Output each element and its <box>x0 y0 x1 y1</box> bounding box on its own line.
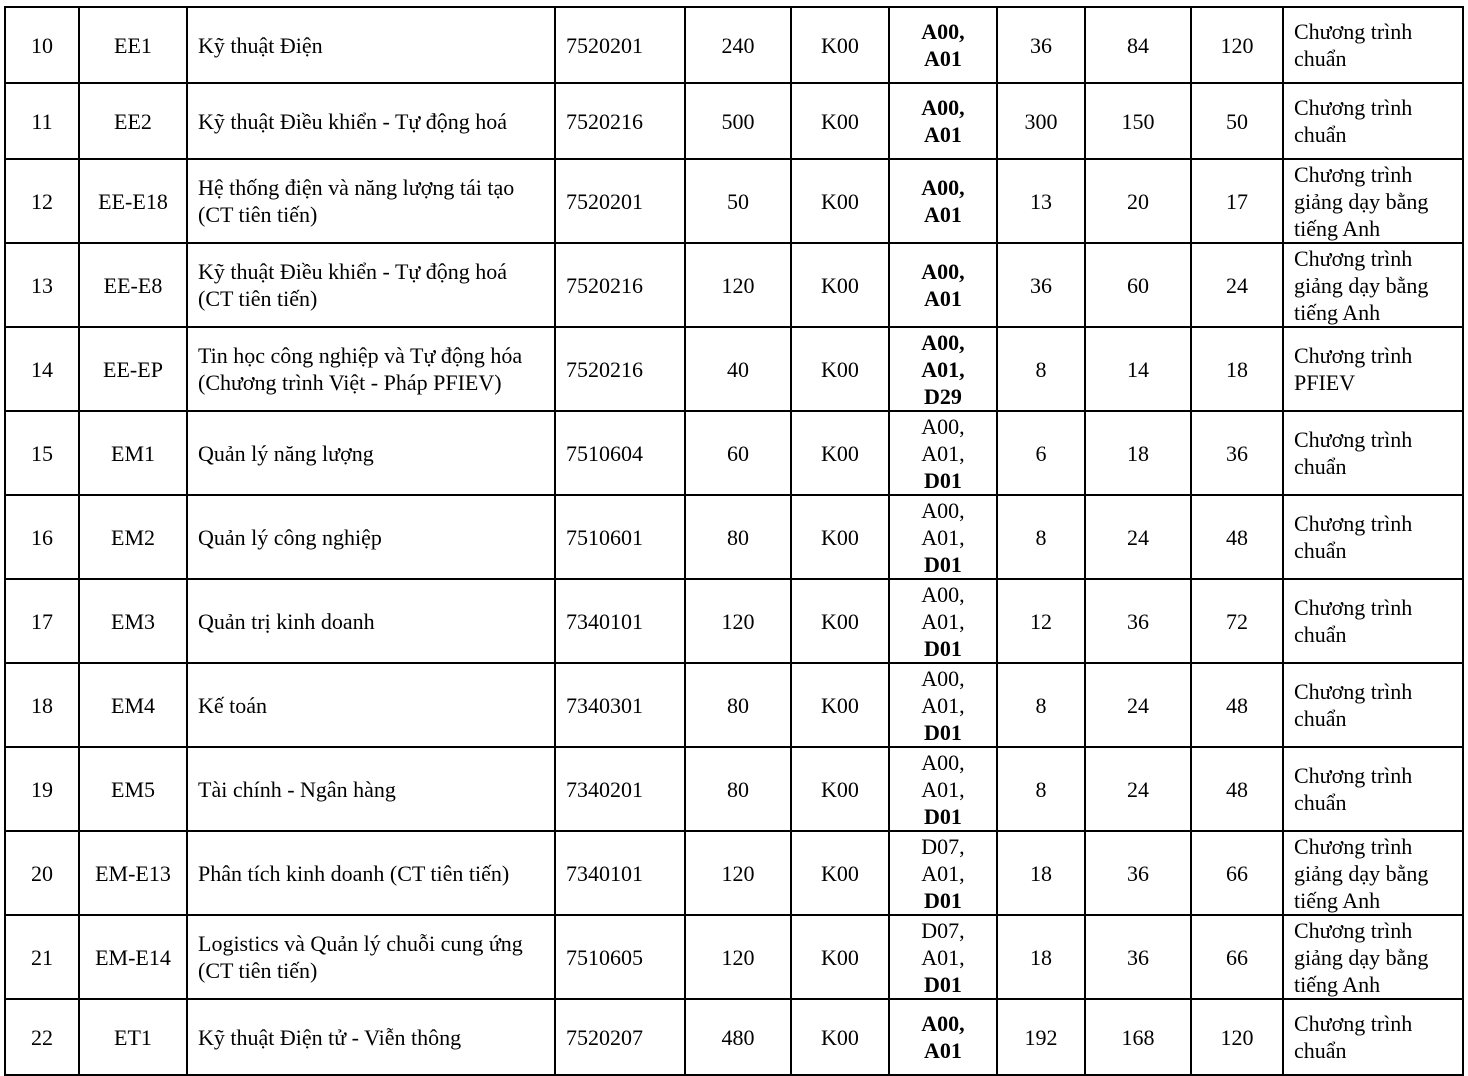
subject-combination: A00, <box>921 19 965 44</box>
program-type-cell: Chương trình chuẩn <box>1283 747 1463 831</box>
quota-method-3-cell: 48 <box>1191 663 1283 747</box>
quota-method-3-cell: 36 <box>1191 411 1283 495</box>
subject-combinations-cell <box>889 999 997 1075</box>
subject-combination: A00, <box>921 329 965 355</box>
quota-method-1-cell: 36 <box>997 7 1085 83</box>
subject-combinations-cell <box>889 747 997 831</box>
subject-combination: A01, <box>921 944 965 970</box>
quota-cell: 500 <box>685 83 791 159</box>
program-type-cell: Chương trình giảng dạy bằng tiếng Anh <box>1283 831 1463 915</box>
subject-combinations-cell <box>889 831 997 915</box>
program-type-cell: Chương trình chuẩn <box>1283 495 1463 579</box>
program-name-cell: Kỹ thuật Điện <box>187 7 555 83</box>
subject-combination: A00, <box>921 497 965 523</box>
quota-method-2-cell: 36 <box>1085 579 1191 663</box>
subject-combination: A01, <box>921 776 965 802</box>
program-type-cell: Chương trình chuẩn <box>1283 83 1463 159</box>
quota-method-1-cell: 8 <box>997 747 1085 831</box>
row-number-cell: 13 <box>5 243 79 327</box>
exam-code-cell: K00 <box>791 999 889 1075</box>
quota-method-1-cell: 6 <box>997 411 1085 495</box>
subject-combination: A00, <box>921 259 965 284</box>
exam-code-cell: K00 <box>791 7 889 83</box>
table-row <box>5 327 1463 411</box>
major-code-cell: 7520201 <box>555 7 685 83</box>
program-name-cell: Logistics và Quản lý chuỗi cung ứng (CT tiên tiến) <box>187 915 555 999</box>
quota-method-3-cell: 18 <box>1191 327 1283 411</box>
subject-combinations-cell <box>889 663 997 747</box>
program-code-cell: EM5 <box>79 747 187 831</box>
quota-method-1-cell: 13 <box>997 159 1085 243</box>
exam-code-cell: K00 <box>791 327 889 411</box>
major-code-cell: 7520216 <box>555 327 685 411</box>
subject-combination: D01 <box>924 635 962 661</box>
exam-code-cell: K00 <box>791 831 889 915</box>
table-row <box>5 411 1463 495</box>
quota-method-2-cell: 14 <box>1085 327 1191 411</box>
quota-method-1-cell: 8 <box>997 495 1085 579</box>
major-code-cell: 7510601 <box>555 495 685 579</box>
subject-combination: A00, <box>921 175 965 200</box>
row-number-cell: 19 <box>5 747 79 831</box>
quota-method-2-cell: 60 <box>1085 243 1191 327</box>
table-row <box>5 915 1463 999</box>
subject-combination: A01, <box>921 356 965 382</box>
quota-cell: 120 <box>685 579 791 663</box>
quota-method-2-cell: 150 <box>1085 83 1191 159</box>
row-number-cell: 12 <box>5 159 79 243</box>
table-row <box>5 159 1463 243</box>
table-row <box>5 999 1463 1075</box>
table-row <box>5 7 1463 83</box>
subject-combination: A01 <box>924 122 962 147</box>
exam-code-cell: K00 <box>791 159 889 243</box>
admissions-table <box>4 6 1464 1076</box>
exam-code-cell: K00 <box>791 495 889 579</box>
quota-method-1-cell: 192 <box>997 999 1085 1075</box>
quota-method-2-cell: 36 <box>1085 915 1191 999</box>
quota-cell: 120 <box>685 243 791 327</box>
quota-method-1-cell: 18 <box>997 831 1085 915</box>
exam-code-cell: K00 <box>791 663 889 747</box>
quota-method-2-cell: 24 <box>1085 495 1191 579</box>
subject-combinations-cell <box>889 83 997 159</box>
quota-method-3-cell: 48 <box>1191 747 1283 831</box>
exam-code-cell: K00 <box>791 747 889 831</box>
major-code-cell: 7510605 <box>555 915 685 999</box>
quota-method-1-cell: 12 <box>997 579 1085 663</box>
subject-combination: A01 <box>924 46 962 71</box>
program-type-cell: Chương trình giảng dạy bằng tiếng Anh <box>1283 159 1463 243</box>
table-body <box>5 7 1463 1075</box>
row-number-cell: 21 <box>5 915 79 999</box>
subject-combination: D01 <box>924 803 962 829</box>
row-number-cell: 17 <box>5 579 79 663</box>
program-type-cell: Chương trình PFIEV <box>1283 327 1463 411</box>
subject-combination: D01 <box>924 887 962 913</box>
table-row <box>5 747 1463 831</box>
subject-combinations-cell <box>889 495 997 579</box>
row-number-cell: 14 <box>5 327 79 411</box>
table-row <box>5 495 1463 579</box>
quota-method-3-cell: 48 <box>1191 495 1283 579</box>
quota-method-3-cell: 50 <box>1191 83 1283 159</box>
major-code-cell: 7520201 <box>555 159 685 243</box>
row-number-cell: 22 <box>5 999 79 1075</box>
exam-code-cell: K00 <box>791 83 889 159</box>
subject-combination: A01, <box>921 524 965 550</box>
quota-method-2-cell: 20 <box>1085 159 1191 243</box>
quota-method-2-cell: 168 <box>1085 999 1191 1075</box>
subject-combinations-cell <box>889 579 997 663</box>
subject-combination: A01 <box>924 1038 962 1063</box>
program-type-cell: Chương trình chuẩn <box>1283 663 1463 747</box>
major-code-cell: 7340301 <box>555 663 685 747</box>
program-code-cell: ET1 <box>79 999 187 1075</box>
quota-method-1-cell: 36 <box>997 243 1085 327</box>
program-type-cell: Chương trình giảng dạy bằng tiếng Anh <box>1283 243 1463 327</box>
program-code-cell: EE2 <box>79 83 187 159</box>
program-name-cell: Phân tích kinh doanh (CT tiên tiến) <box>187 831 555 915</box>
major-code-cell: 7520207 <box>555 999 685 1075</box>
row-number-cell: 15 <box>5 411 79 495</box>
quota-cell: 60 <box>685 411 791 495</box>
subject-combination: D01 <box>924 551 962 577</box>
quota-method-1-cell: 300 <box>997 83 1085 159</box>
program-code-cell: EE1 <box>79 7 187 83</box>
subject-combination: A00, <box>921 665 965 691</box>
program-name-cell: Kỹ thuật Điều khiển - Tự động hoá (CT tiên tiến) <box>187 243 555 327</box>
table-row <box>5 663 1463 747</box>
quota-method-2-cell: 24 <box>1085 747 1191 831</box>
subject-combination: D01 <box>924 719 962 745</box>
program-code-cell: EM4 <box>79 663 187 747</box>
quota-method-3-cell: 66 <box>1191 831 1283 915</box>
subject-combination: A00, <box>921 1011 965 1036</box>
major-code-cell: 7520216 <box>555 243 685 327</box>
major-code-cell: 7340201 <box>555 747 685 831</box>
quota-cell: 50 <box>685 159 791 243</box>
row-number-cell: 11 <box>5 83 79 159</box>
subject-combination: A00, <box>921 413 965 439</box>
exam-code-cell: K00 <box>791 579 889 663</box>
subject-combination: D29 <box>924 383 962 409</box>
program-type-cell: Chương trình giảng dạy bằng tiếng Anh <box>1283 915 1463 999</box>
program-code-cell: EM2 <box>79 495 187 579</box>
row-number-cell: 20 <box>5 831 79 915</box>
program-code-cell: EM-E14 <box>79 915 187 999</box>
quota-cell: 480 <box>685 999 791 1075</box>
program-code-cell: EM-E13 <box>79 831 187 915</box>
subject-combinations-cell <box>889 243 997 327</box>
subject-combination: D07, <box>921 917 965 943</box>
subject-combinations-cell <box>889 411 997 495</box>
subject-combination: A01, <box>921 608 965 634</box>
table-row <box>5 243 1463 327</box>
quota-method-3-cell: 72 <box>1191 579 1283 663</box>
table-row <box>5 579 1463 663</box>
program-code-cell: EM3 <box>79 579 187 663</box>
quota-cell: 120 <box>685 915 791 999</box>
subject-combination: A01 <box>924 286 962 311</box>
subject-combination: D01 <box>924 971 962 997</box>
subject-combination: A00, <box>921 581 965 607</box>
program-name-cell: Kỹ thuật Điều khiển - Tự động hoá <box>187 83 555 159</box>
subject-combinations-cell <box>889 327 997 411</box>
program-code-cell: EE-E18 <box>79 159 187 243</box>
quota-method-3-cell: 66 <box>1191 915 1283 999</box>
program-type-cell: Chương trình chuẩn <box>1283 999 1463 1075</box>
subject-combination: A01, <box>921 440 965 466</box>
quota-method-3-cell: 24 <box>1191 243 1283 327</box>
row-number-cell: 10 <box>5 7 79 83</box>
quota-method-3-cell: 120 <box>1191 999 1283 1075</box>
row-number-cell: 16 <box>5 495 79 579</box>
program-name-cell: Tài chính - Ngân hàng <box>187 747 555 831</box>
quota-method-3-cell: 120 <box>1191 7 1283 83</box>
subject-combination: A01, <box>921 860 965 886</box>
subject-combination: D07, <box>921 833 965 859</box>
quota-method-1-cell: 8 <box>997 663 1085 747</box>
quota-cell: 120 <box>685 831 791 915</box>
program-code-cell: EE-EP <box>79 327 187 411</box>
program-name-cell: Quản lý công nghiệp <box>187 495 555 579</box>
subject-combination: A00, <box>921 95 965 120</box>
quota-method-2-cell: 24 <box>1085 663 1191 747</box>
major-code-cell: 7510604 <box>555 411 685 495</box>
program-name-cell: Quản lý năng lượng <box>187 411 555 495</box>
quota-method-3-cell: 17 <box>1191 159 1283 243</box>
quota-cell: 240 <box>685 7 791 83</box>
program-name-cell: Kỹ thuật Điện tử - Viễn thông <box>187 999 555 1075</box>
quota-method-2-cell: 18 <box>1085 411 1191 495</box>
program-code-cell: EE-E8 <box>79 243 187 327</box>
row-number-cell: 18 <box>5 663 79 747</box>
quota-method-1-cell: 8 <box>997 327 1085 411</box>
quota-cell: 80 <box>685 663 791 747</box>
program-name-cell: Hệ thống điện và năng lượng tái tạo (CT tiên tiến) <box>187 159 555 243</box>
subject-combination: D01 <box>924 467 962 493</box>
quota-cell: 80 <box>685 747 791 831</box>
program-name-cell: Quản trị kinh doanh <box>187 579 555 663</box>
program-name-cell: Tin học công nghiệp và Tự động hóa (Chương trình Việt - Pháp PFIEV) <box>187 327 555 411</box>
quota-method-1-cell: 18 <box>997 915 1085 999</box>
program-name-cell: Kế toán <box>187 663 555 747</box>
quota-cell: 40 <box>685 327 791 411</box>
exam-code-cell: K00 <box>791 411 889 495</box>
major-code-cell: 7340101 <box>555 831 685 915</box>
table-row <box>5 83 1463 159</box>
subject-combination: A01, <box>921 692 965 718</box>
program-type-cell: Chương trình chuẩn <box>1283 579 1463 663</box>
quota-method-2-cell: 84 <box>1085 7 1191 83</box>
exam-code-cell: K00 <box>791 243 889 327</box>
major-code-cell: 7520216 <box>555 83 685 159</box>
program-code-cell: EM1 <box>79 411 187 495</box>
table-row <box>5 831 1463 915</box>
subject-combinations-cell <box>889 915 997 999</box>
quota-method-2-cell: 36 <box>1085 831 1191 915</box>
subject-combination: A00, <box>921 749 965 775</box>
subject-combinations-cell <box>889 159 997 243</box>
quota-cell: 80 <box>685 495 791 579</box>
program-type-cell: Chương trình chuẩn <box>1283 411 1463 495</box>
subject-combinations-cell <box>889 7 997 83</box>
exam-code-cell: K00 <box>791 915 889 999</box>
major-code-cell: 7340101 <box>555 579 685 663</box>
program-type-cell: Chương trình chuẩn <box>1283 7 1463 83</box>
subject-combination: A01 <box>924 202 962 227</box>
